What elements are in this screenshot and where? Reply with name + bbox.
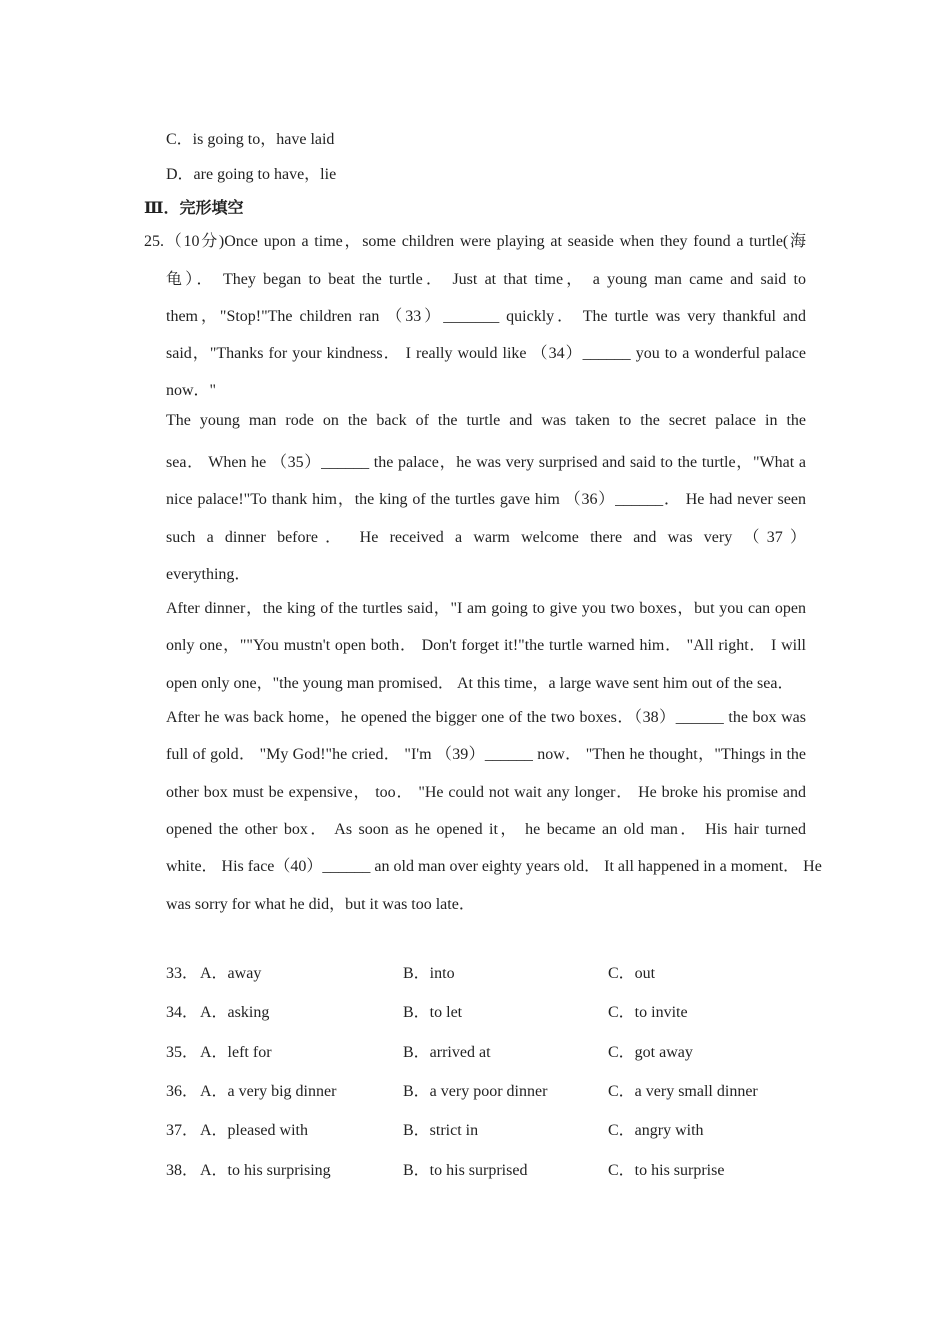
option-b: B．arrived at [403, 1044, 491, 1061]
option-a: A．away [200, 965, 262, 982]
option-b: B．into [403, 965, 455, 982]
option-a: A．a very big dinner [200, 1083, 337, 1100]
option-c: C．got away [608, 1044, 693, 1061]
passage-line: 龟）． They began to beat the turtle． Just at that time， a young man came and said to [166, 271, 806, 288]
passage-line: nice palace!"To thank him，the king of the turtles gave him （36）______． He had never seen [166, 491, 806, 508]
passage-line: them，"Stop!"The children ran （33）_______ quickly． The turtle was very thankful and [166, 308, 806, 325]
passage-line: 25.（10分)Once upon a time，some children were playing at seaside when they found a turtle(海 [144, 233, 806, 250]
option-a: A．left for [200, 1044, 272, 1061]
passage-line: only one，""You mustn't open both． Don't forget it!"the turtle warned him． "All right． I will [166, 637, 806, 654]
option-c: C．to his surprise [608, 1162, 725, 1179]
option-c: C．to invite [608, 1004, 688, 1021]
option-c: C．a very small dinner [608, 1083, 758, 1100]
option-a: A．to his surprising [200, 1162, 331, 1179]
passage-line: said，"Thanks for your kindness． I really would like （34）______ you to a wonderful palace [166, 345, 806, 362]
passage-line: After dinner，the king of the turtles said，"I am going to give you two boxes，but you can open [166, 600, 807, 617]
passage-line: After he was back home，he opened the bigger one of the two boxes．（38）______ the box was [166, 709, 806, 726]
prev-option-d: D．are going to have，lie [166, 166, 337, 183]
passage-line: was sorry for what he did，but it was too late． [166, 896, 475, 913]
option-c: C．out [608, 965, 656, 982]
option-b: B．strict in [403, 1122, 479, 1139]
passage-line: everything． [166, 566, 251, 583]
prev-option-c: C．is going to，have laid [166, 131, 335, 148]
passage-line: full of gold． "My God!"he cried． "I'm （39）______ now． "Then he thought，"Things in the [166, 746, 806, 763]
question-number: 36． [166, 1083, 199, 1100]
option-a: A．asking [200, 1004, 270, 1021]
passage-line: opened the other box． As soon as he opened it， he became an old man． His hair turned [166, 821, 807, 838]
passage-line: The young man rode on the back of the turtle and was taken to the secret palace in the [166, 412, 806, 429]
passage-line: such a dinner before． He received a warm welcome there and was very （37） [166, 529, 806, 546]
option-c: C．angry with [608, 1122, 704, 1139]
option-b: B．to his surprised [403, 1162, 528, 1179]
passage-line: white． His face（40）______ an old man over eighty years old． It all happened in a moment． He [166, 858, 822, 875]
option-b: B．a very poor dinner [403, 1083, 548, 1100]
question-number: 35． [166, 1044, 199, 1061]
question-number: 38． [166, 1162, 199, 1179]
question-number: 37． [166, 1122, 199, 1139]
option-a: A．pleased with [200, 1122, 308, 1139]
passage-line: now．" [166, 382, 217, 399]
question-number: 34． [166, 1004, 199, 1021]
passage-line: open only one，"the young man promised． At this time，a large wave sent him out of the sea． [166, 675, 794, 692]
passage-line: sea． When he （35）______ the palace，he was very surprised and said to the turtle，"What a [166, 454, 806, 471]
passage-line: other box must be expensive， too． "He could not wait any longer． He broke his promise and [166, 784, 807, 801]
option-b: B．to let [403, 1004, 463, 1021]
section-title: Ⅲ．完形填空 [144, 200, 244, 217]
question-number: 33． [166, 965, 199, 982]
